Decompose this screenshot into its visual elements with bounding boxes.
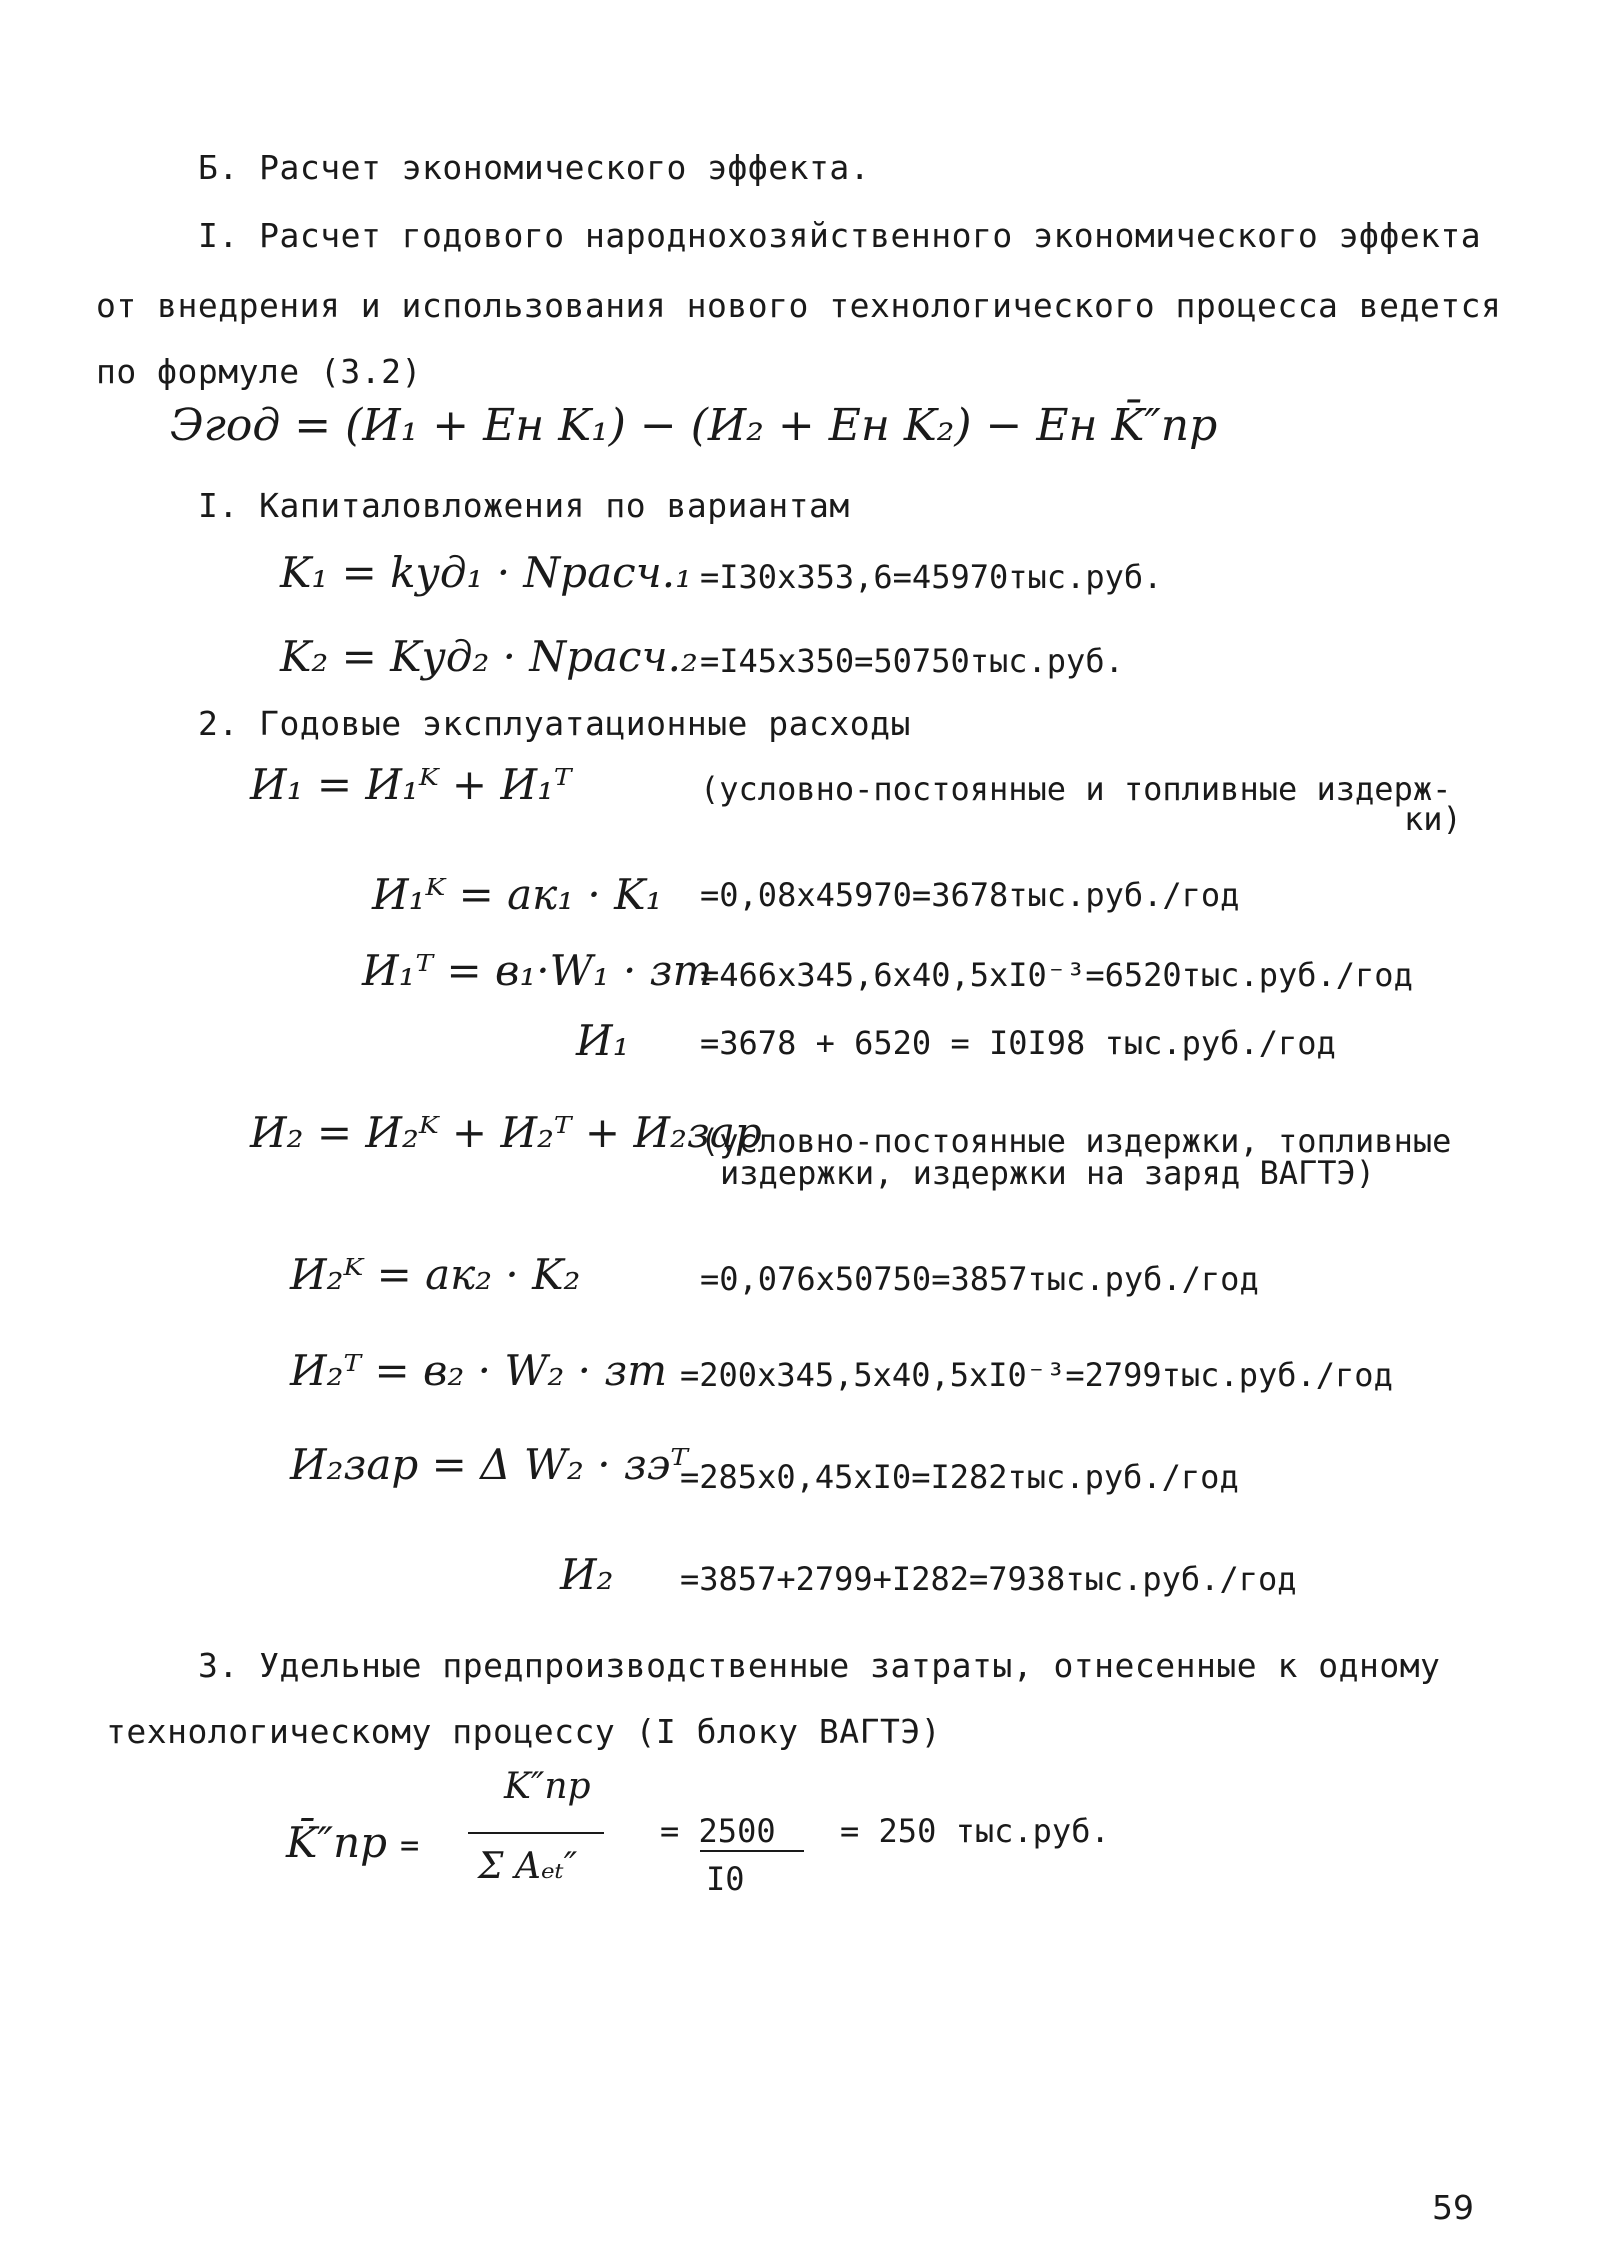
capital-title: I. Капиталовложения по вариантам (198, 486, 850, 525)
i2-formula: И₂ = И₂ᴷ + И₂ᵀ + И₂зар (250, 1108, 762, 1157)
fraction-denominator: Σ Aₑₜ″ (478, 1846, 578, 1887)
preprod-title-line-2: технологическому процессу (I блоку ВАГТЭ) (106, 1712, 942, 1751)
preprod-result: = 250 тыс.руб. (840, 1812, 1110, 1850)
value-numerator: = 2500 (660, 1812, 776, 1850)
fraction-bar (468, 1832, 604, 1834)
i2zar-formula: И₂зар = Δ W₂ · зэᵀ (290, 1440, 688, 1489)
k2-formula: K₂ = Kуд₂ · Nрасч.₂ (280, 632, 698, 681)
fraction-numerator: K″пр (504, 1766, 591, 1807)
i2k-formula: И₂ᴷ = aк₂ · K₂ (290, 1250, 581, 1299)
i1k-formula: И₁ᴷ = aк₁ · K₁ (372, 870, 663, 919)
k2-result: =I45x350=50750тыс.руб. (700, 642, 1124, 680)
i2t-result: =200x345,5x40,5xI0⁻³=2799тыс.руб./год (680, 1356, 1393, 1394)
i1-note-line-1: (условно-постоянные и топливные издерж- (700, 770, 1452, 808)
i2k-result: =0,076x50750=3857тыс.руб./год (700, 1260, 1259, 1298)
i1-formula: И₁ = И₁ᴷ + И₁ᵀ (250, 760, 572, 809)
main-formula: Эгод = (И₁ + Eн K₁) − (И₂ + Eн K₂) − Eн K̄″пр (170, 400, 1218, 451)
i1t-result: =466x345,6x40,5xI0⁻³=6520тыс.руб./год (700, 956, 1413, 994)
i1t-formula: И₁ᵀ = в₁·W₁ · зт (362, 946, 713, 995)
preprod-lhs: K̄″пр (286, 1818, 388, 1867)
i2-sum-label: И₂ (560, 1550, 614, 1599)
i2zar-result: =285x0,45xI0=I282тыс.руб./год (680, 1458, 1239, 1496)
preprod-title-line-1: 3. Удельные предпроизводственные затраты, отнесенные к одному (198, 1646, 1441, 1685)
section-heading: Б. Расчет экономического эффекта. (198, 148, 871, 187)
intro-line-1: I. Расчет годового народнохозяйственного экономического эффекта (198, 216, 1482, 255)
page-number: 59 (1432, 2188, 1474, 2227)
intro-line-2: от внедрения и использования нового технологического процесса ведется (96, 286, 1502, 325)
i1k-result: =0,08x45970=3678тыс.руб./год (700, 876, 1240, 914)
i2-note-line-2: издержки, издержки на заряд ВАГТЭ) (720, 1154, 1376, 1192)
intro-line-3: по формуле (3.2) (96, 352, 422, 391)
i1-sum-label: И₁ (576, 1016, 630, 1065)
i1-sum-result: =3678 + 6520 = I0I98 тыс.руб./год (700, 1024, 1336, 1062)
i2t-formula: И₂ᵀ = в₂ · W₂ · зт (290, 1346, 668, 1395)
value-fraction-bar (700, 1850, 804, 1852)
k1-result: =I30x353,6=45970тыс.руб. (700, 558, 1163, 596)
preprod-equals: = (400, 1826, 420, 1864)
i2-sum-result: =3857+2799+I282=7938тыс.руб./год (680, 1560, 1297, 1598)
i1-note-line-2: ки) (1404, 800, 1462, 838)
i2-note-line-1: (условно-постоянные издержки, топливные (700, 1122, 1452, 1160)
k1-formula: K₁ = kуд₁ · Nрасч.₁ (280, 548, 692, 597)
value-denominator: I0 (706, 1860, 745, 1898)
operating-title: 2. Годовые эксплуатационные расходы (198, 704, 911, 743)
